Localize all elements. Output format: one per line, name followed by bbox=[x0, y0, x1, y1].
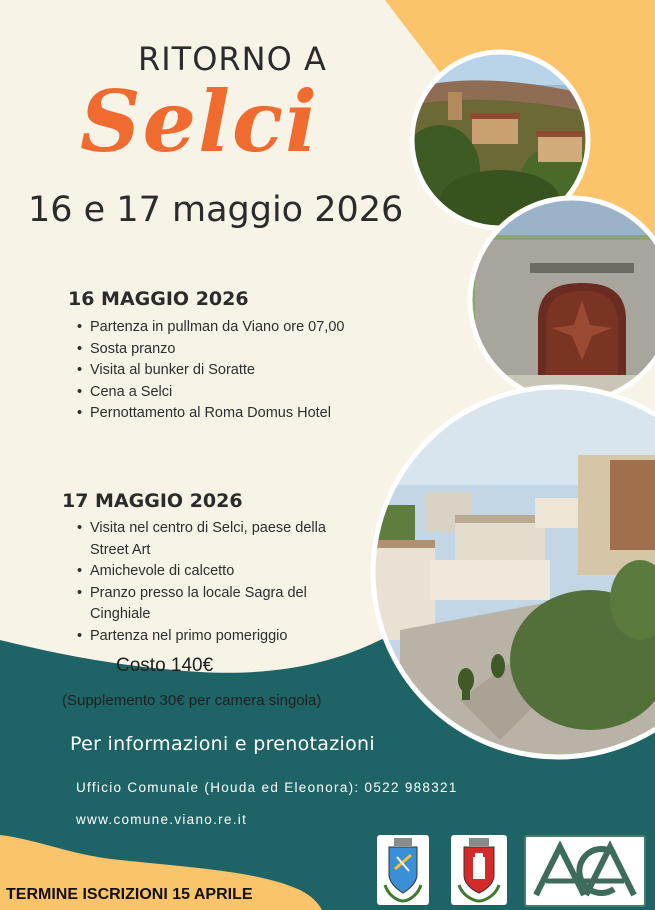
aca-logo-mark bbox=[526, 837, 644, 905]
day1-list bbox=[68, 317, 360, 425]
reggio-coat-of-arms-logo bbox=[451, 835, 507, 905]
aca-logo bbox=[524, 835, 646, 907]
title-selci: Selci bbox=[80, 72, 320, 171]
deadline-banner: TERMINE ISCRIZIONI 15 APRILE bbox=[6, 886, 253, 903]
title-line-1: RITORNO A bbox=[138, 40, 327, 78]
list-item: • Sosta pranzo bbox=[90, 339, 360, 361]
website-link[interactable]: www.comune.viano.re.it bbox=[76, 812, 248, 827]
list-item: • Partenza in pullman da Viano ore 07,00 bbox=[90, 317, 360, 339]
list-item: • Cena a Selci bbox=[90, 382, 360, 404]
day2-heading: 17 MAGGIO 2026 bbox=[62, 490, 243, 512]
shield-icon bbox=[377, 835, 429, 905]
cost-label: Costo 140€ bbox=[116, 655, 214, 676]
list-item: • Visita nel centro di Selci, paese della Street Art bbox=[90, 518, 365, 561]
list-item: • Pranzo presso la locale Sagra del Cinghiale bbox=[90, 583, 365, 626]
info-heading: Per informazioni e prenotazioni bbox=[70, 733, 375, 755]
day2-list bbox=[68, 518, 365, 647]
event-dates: 16 e 17 maggio 2026 bbox=[28, 190, 404, 230]
list-item: • Partenza nel primo pomeriggio bbox=[90, 626, 365, 648]
supplement-note: (Supplemento 30€ per camera singola) bbox=[62, 692, 322, 709]
list-item: • Amichevole di calcetto bbox=[90, 561, 365, 583]
list-item: • Visita al bunker di Soratte bbox=[90, 360, 360, 382]
list-item: • Pernottamento al Roma Domus Hotel bbox=[90, 403, 360, 425]
viano-coat-of-arms-logo bbox=[377, 835, 429, 905]
day1-heading: 16 MAGGIO 2026 bbox=[68, 288, 249, 310]
office-contact: Ufficio Comunale (Houda ed Eleonora): 0522 988321 bbox=[76, 780, 458, 795]
shield-icon bbox=[451, 835, 507, 905]
